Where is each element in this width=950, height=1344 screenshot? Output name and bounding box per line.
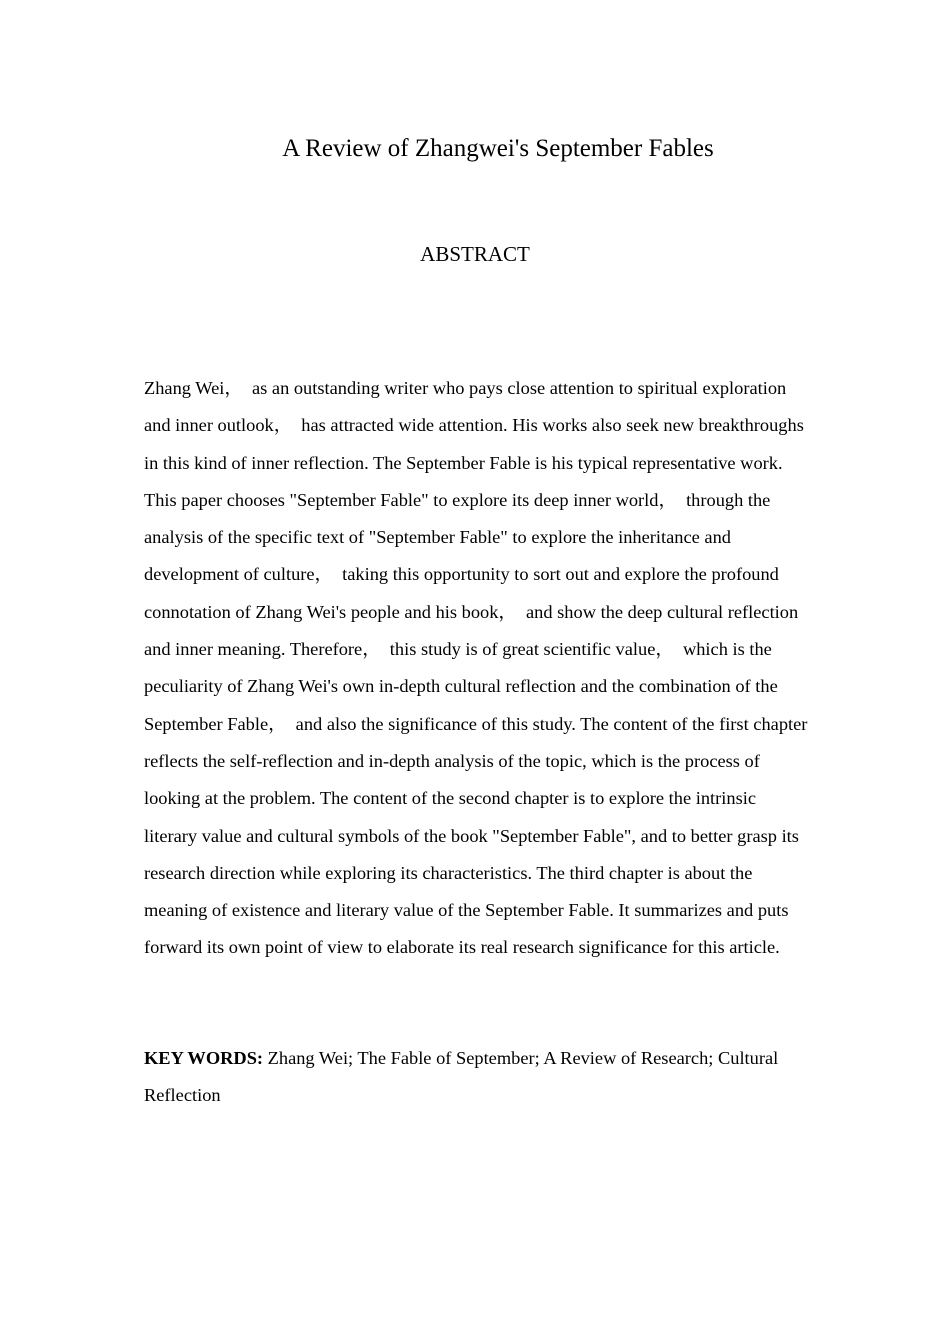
- keywords-label: KEY WORDS:: [144, 1048, 264, 1068]
- keywords-paragraph: [144, 1040, 814, 1115]
- keywords-text: Zhang Wei; The Fable of September; A Review of Research; Cultural Reflection: [144, 1048, 779, 1106]
- document-title: A Review of Zhangwei's September Fables: [282, 135, 714, 162]
- abstract-body: Zhang Wei， as an outstanding writer who pays close attention to spiritual exploration and inner outlook， has attracted wide attention. His works also seek new breakthroughs in this kind of inner reflection. The September Fable is his typical representative work. This paper chooses "September Fable" to explore its deep inner world， through the analysis of the specific text of "September Fable" to explore the inheritance and development of culture， taking this opportunity to sort out and explore the profound connotation of Zhang Wei's people and his book， and show the deep cultural reflection and inner meaning. Therefore， this study is of great scientific value， which is the peculiarity of Zhang Wei's own in-depth cultural reflection and the combination of the September Fable， and also the significance of this study. The content of the first chapter reflects the self-reflection and in-depth analysis of the topic, which is the process of looking at the problem. The content of the second chapter is to explore the intrinsic literary value and cultural symbols of the book "September Fable", and to better grasp its research direction while exploring its characteristics. The third chapter is about the meaning of existence and literary value of the September Fable. It summarizes and puts forward its own point of view to elaborate its real research significance for this article.: [144, 378, 808, 958]
- abstract-heading: ABSTRACT: [420, 242, 530, 266]
